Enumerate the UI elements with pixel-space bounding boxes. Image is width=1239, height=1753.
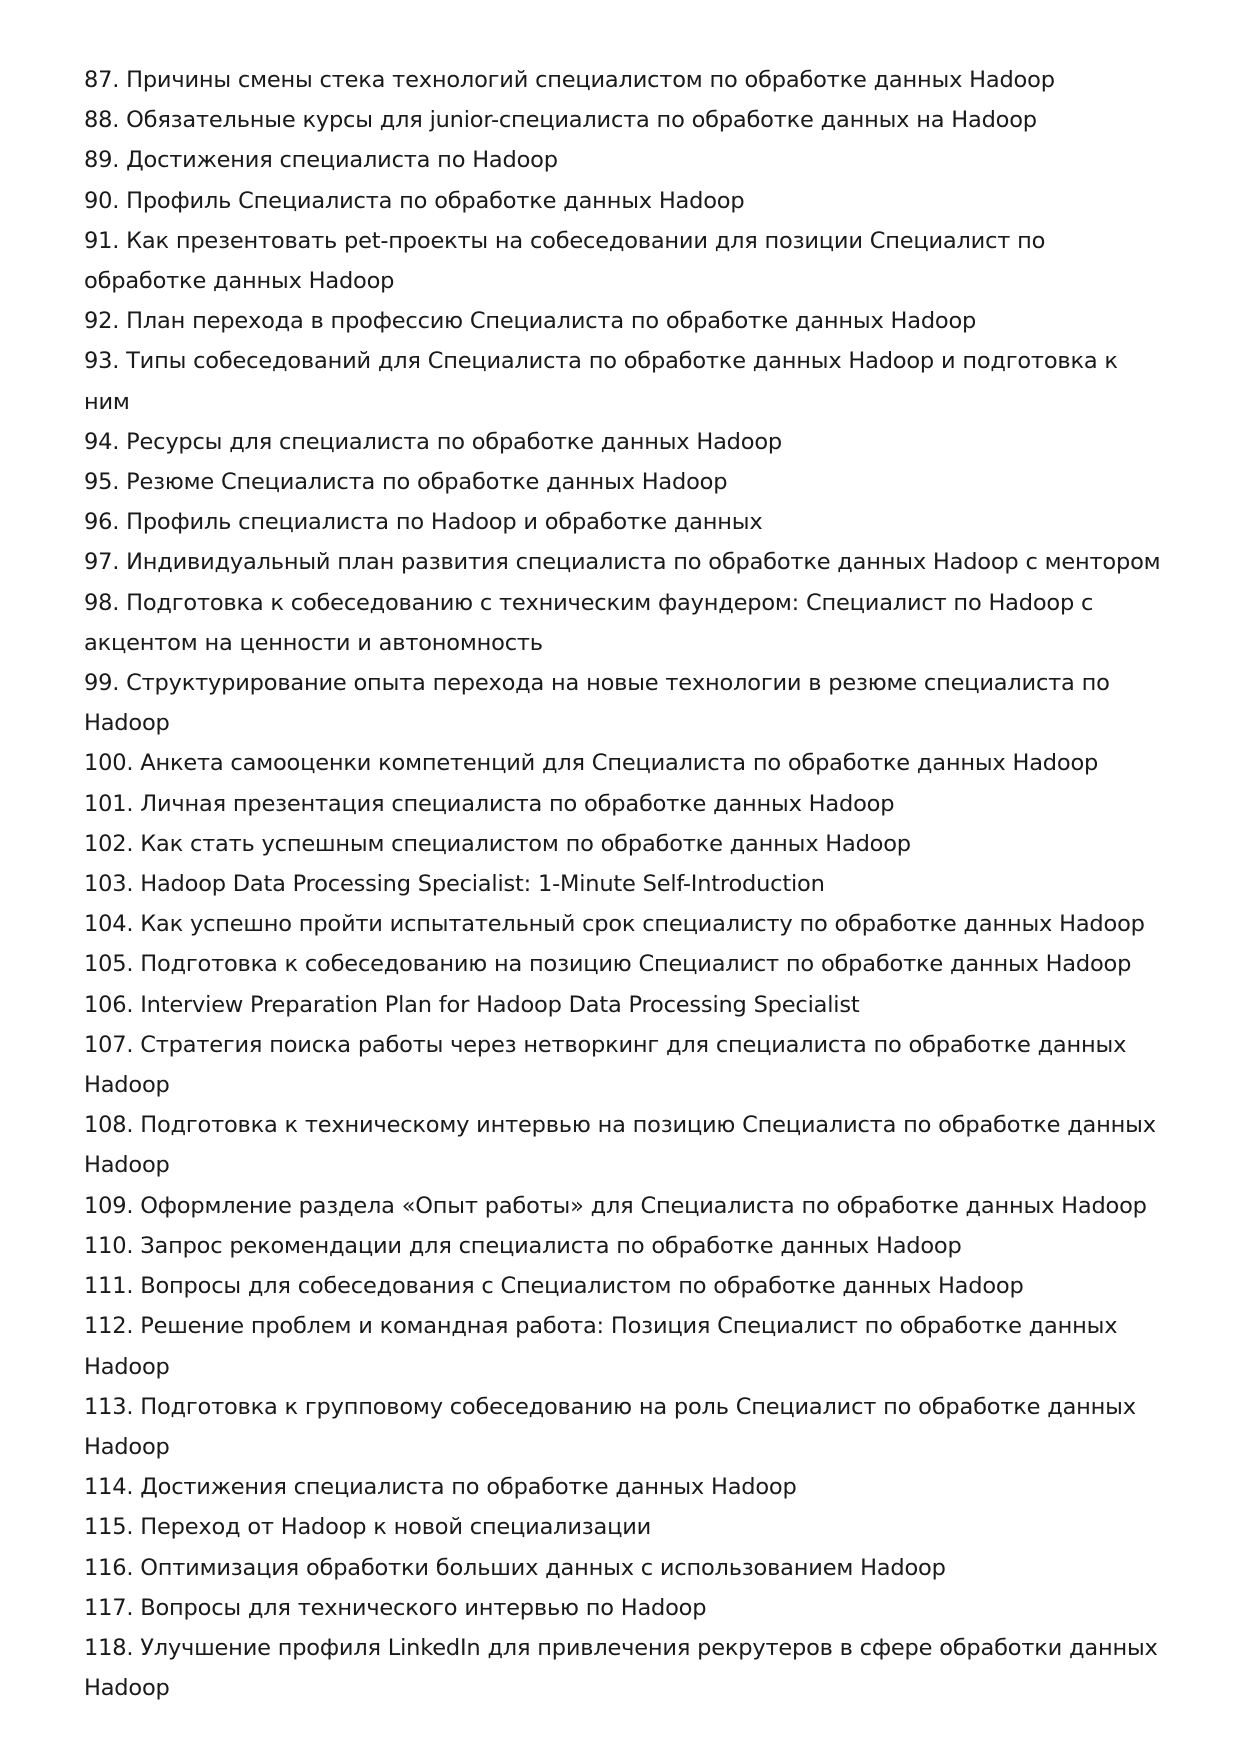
list-item: 100. Анкета самооценки компетенций для Специалиста по обработке данных Hadoop bbox=[84, 750, 1099, 777]
list-item: 105. Подготовка к собеседованию на позицию Специалист по обработке данных Hadoop bbox=[84, 951, 1132, 978]
list-item: 112. Решение проблем и командная работа: Позиция Специалист по обработке данных Hadoop bbox=[84, 1313, 1118, 1380]
list-item: 115. Переход от Hadoop к новой специализации bbox=[84, 1514, 652, 1541]
list-item: 92. План перехода в профессию Специалиста по обработке данных Hadoop bbox=[84, 308, 977, 335]
list-item: 93. Типы собеседований для Специалиста по обработке данных Hadoop и подготовка к ним bbox=[84, 348, 1118, 415]
list-item: 96. Профиль специалиста по Hadoop и обработке данных bbox=[84, 509, 763, 536]
list-item: 91. Как презентовать pet-проекты на собеседовании для позиции Специалист по обработке данных Hadoop bbox=[84, 227, 1046, 295]
list-item: 116. Оптимизация обработки больших данных с использованием Hadoop bbox=[84, 1554, 946, 1581]
list-item: 104. Как успешно пройти испытательный срок специалисту по обработке данных Hadoop bbox=[84, 911, 1145, 938]
list-item: 108. Подготовка к техническому интервью на позицию Специалиста по обработке данных Hadoop bbox=[84, 1112, 1156, 1179]
list-item: 89. Достижения специалиста по Hadoop bbox=[84, 147, 558, 174]
list-item: 114. Достижения специалиста по обработке данных Hadoop bbox=[84, 1474, 797, 1501]
list-item: 103. Hadoop Data Processing Specialist: 1-Minute Self-Introduction bbox=[84, 871, 825, 898]
list-item: 87. Причины смены стека технологий специалистом по обработке данных Hadoop bbox=[84, 67, 1055, 93]
list-item: 118. Улучшение профиля LinkedIn для привлечения рекрутеров в сфере обработки данных Hadoop bbox=[84, 1634, 1158, 1702]
list-item: 117. Вопросы для технического интервью по Hadoop bbox=[84, 1594, 707, 1621]
list-item: 97. Индивидуальный план развития специалиста по обработке данных Hadoop с ментором bbox=[84, 549, 1161, 576]
list-item: 109. Оформление раздела «Опыт работы» для Специалиста по обработке данных Hadoop bbox=[84, 1192, 1147, 1219]
list-item: 90. Профиль Специалиста по обработке данных Hadoop bbox=[84, 187, 745, 214]
list-item: 110. Запрос рекомендации для специалиста по обработке данных Hadoop bbox=[84, 1232, 962, 1259]
article-list bbox=[84, 60, 1164, 1708]
list-item: 102. Как стать успешным специалистом по обработке данных Hadoop bbox=[84, 830, 911, 857]
list-item: 88. Обязательные курсы для junior-специалиста по обработке данных на Hadoop bbox=[84, 107, 1037, 134]
list-item: 101. Личная презентация специалиста по обработке данных Hadoop bbox=[84, 790, 895, 817]
list-item: 111. Вопросы для собеседования с Специалистом по обработке данных Hadoop bbox=[84, 1273, 1024, 1300]
list-item: 113. Подготовка к групповому собеседованию на роль Специалист по обработке данных Hadoop bbox=[84, 1393, 1136, 1460]
list-item: 94. Ресурсы для специалиста по обработке данных Hadoop bbox=[84, 428, 782, 455]
list-item: 107. Стратегия поиска работы через нетворкинг для специалиста по обработке данных Hadoop bbox=[84, 1031, 1127, 1099]
list-item: 98. Подготовка к собеседованию с техническим фаундером: Специалист по Hadoop с акцентом на ценности и автономность bbox=[84, 589, 1094, 656]
list-item: 95. Резюме Специалиста по обработке данных Hadoop bbox=[84, 469, 728, 496]
list-item: 106. Interview Preparation Plan for Hadoop Data Processing Specialist bbox=[84, 991, 860, 1018]
list-item: 99. Структурирование опыта перехода на новые технологии в резюме специалиста по Hadoop bbox=[84, 670, 1110, 737]
